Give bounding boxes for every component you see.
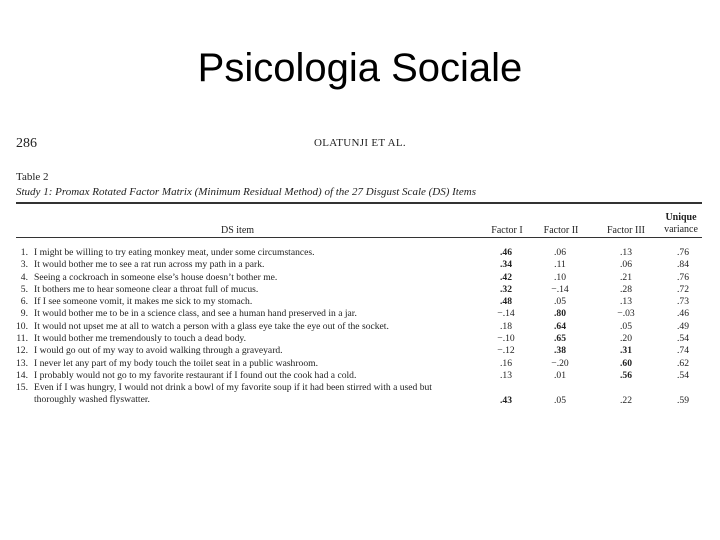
factor2-value: .01 — [554, 369, 566, 381]
item-number: 6. — [20, 296, 28, 308]
factor2-value: −.20 — [551, 357, 569, 369]
unique-variance-value: .84 — [677, 259, 689, 271]
unique-variance-value: .59 — [677, 395, 689, 407]
factor3-value: .06 — [620, 259, 632, 271]
table-row — [16, 272, 704, 284]
item-number: 5. — [20, 283, 28, 295]
item-number: 11. — [16, 333, 28, 345]
item-text: I never let any part of my body touch the toilet seat in a public washroom. — [34, 357, 319, 369]
factor3-value: .20 — [620, 333, 632, 345]
item-text: It would bother me to see a rat run across my path in a park. — [34, 259, 265, 271]
factor1-value: −.14 — [497, 308, 515, 320]
unique-variance-value: .54 — [677, 369, 689, 381]
unique-variance-value: .74 — [677, 345, 689, 357]
factor3-value: .28 — [620, 283, 632, 295]
factor3-value: .60 — [620, 357, 632, 369]
table-row — [16, 382, 704, 408]
factor2-value: .11 — [554, 259, 566, 271]
item-text: Seeing a cockroach in someone else’s house doesn’t bother me. — [34, 271, 278, 283]
unique-variance-value: .54 — [677, 333, 689, 345]
factor3-value: −.03 — [617, 308, 635, 320]
factor2-value: .05 — [554, 296, 566, 308]
unique-variance-value: .46 — [677, 308, 689, 320]
factor3-value: .13 — [620, 296, 632, 308]
table-row — [16, 284, 704, 296]
table-label: Table 2 — [16, 171, 49, 183]
factor1-value: .43 — [500, 395, 512, 407]
factor1-value: .18 — [500, 320, 512, 332]
unique-variance-value: .73 — [677, 296, 689, 308]
item-text: It would bother me tremendously to touch a dead body. — [34, 333, 246, 345]
factor2-value: .64 — [554, 320, 566, 332]
item-text: I might be willing to try eating monkey meat, under some circumstances. — [34, 247, 315, 258]
unique-variance-value: .72 — [677, 283, 689, 295]
header-unique-line1: Unique — [665, 212, 697, 223]
header-unique-variance — [656, 212, 706, 236]
item-number: 15. — [16, 382, 28, 394]
factor1-value: −.12 — [497, 345, 515, 357]
unique-variance-value: .62 — [677, 357, 689, 369]
item-text: Even if I was hungry, I would not drink a bowl of my favorite soup if it had been stirred with a used but thoroughly washed flyswatter. — [34, 382, 432, 406]
factor1-value: .42 — [500, 271, 512, 283]
factor1-value: .13 — [500, 369, 512, 381]
page-number: 286 — [16, 136, 37, 151]
table-header-rule — [16, 237, 702, 238]
factor1-value: .34 — [500, 259, 512, 271]
factor3-value: .13 — [620, 247, 632, 258]
unique-variance-value: .76 — [677, 271, 689, 283]
factor2-value: .10 — [554, 271, 566, 283]
table-row — [16, 333, 704, 345]
slide-title: Psicologia Sociale — [197, 46, 523, 90]
factor3-value: .21 — [620, 271, 632, 283]
unique-variance-value: .76 — [677, 247, 689, 258]
running-head: OLATUNJI ET AL. — [314, 137, 406, 149]
table-row — [16, 247, 704, 259]
table-row — [16, 308, 704, 320]
item-number: 3. — [20, 259, 28, 271]
factor1-value: −.10 — [497, 333, 515, 345]
item-text: If I see someone vomit, it makes me sick to my stomach. — [34, 296, 253, 308]
header-factor-2: Factor II — [543, 225, 579, 236]
factor1-value: .46 — [500, 247, 512, 258]
factor2-value: .65 — [554, 333, 566, 345]
item-number: 1. — [20, 247, 28, 258]
table-row — [16, 259, 704, 271]
item-text: It would not upset me at all to watch a person with a glass eye take the eye out of the socket. — [34, 320, 389, 332]
factor3-value: .05 — [620, 320, 632, 332]
table-caption: Study 1: Promax Rotated Factor Matrix (Minimum Residual Method) of the 27 Disgust Scale (DS) Items — [16, 186, 476, 198]
factor1-value: .48 — [500, 296, 512, 308]
factor2-value: .80 — [554, 308, 566, 320]
factor1-value: .32 — [500, 283, 512, 295]
factor2-value: .05 — [554, 395, 566, 407]
table-row — [16, 358, 704, 370]
item-number: 12. — [16, 345, 28, 357]
table-row — [16, 345, 704, 357]
factor2-value: −.14 — [551, 283, 569, 295]
item-number: 14. — [16, 369, 28, 381]
unique-variance-value: .49 — [677, 320, 689, 332]
factor2-value: .38 — [554, 345, 566, 357]
table-row — [16, 296, 704, 308]
item-number: 9. — [20, 308, 28, 320]
table-top-rule — [16, 202, 702, 204]
item-number: 10. — [16, 320, 28, 332]
item-text: It bothers me to hear someone clear a throat full of mucus. — [34, 283, 259, 295]
item-text: I probably would not go to my favorite restaurant if I found out the cook had a cold. — [34, 369, 357, 381]
factor3-value: .56 — [620, 369, 632, 381]
table-row — [16, 321, 704, 333]
factor1-value: .16 — [500, 357, 512, 369]
header-factor-1: Factor I — [491, 225, 523, 236]
factor3-value: .22 — [620, 395, 632, 407]
item-number: 4. — [20, 271, 28, 283]
factor3-value: .31 — [620, 345, 632, 357]
item-text: I would go out of my way to avoid walking through a graveyard. — [34, 345, 283, 357]
table-body — [16, 247, 704, 408]
table-row — [16, 370, 704, 382]
header-factor-3: Factor III — [606, 225, 646, 236]
header-unique-line2: variance — [664, 224, 698, 235]
header-ds-item: DS item — [221, 225, 255, 236]
factor2-value: .06 — [554, 247, 566, 258]
item-number: 13. — [16, 357, 28, 369]
item-text: It would bother me to be in a science class, and see a human hand preserved in a jar. — [34, 308, 357, 320]
